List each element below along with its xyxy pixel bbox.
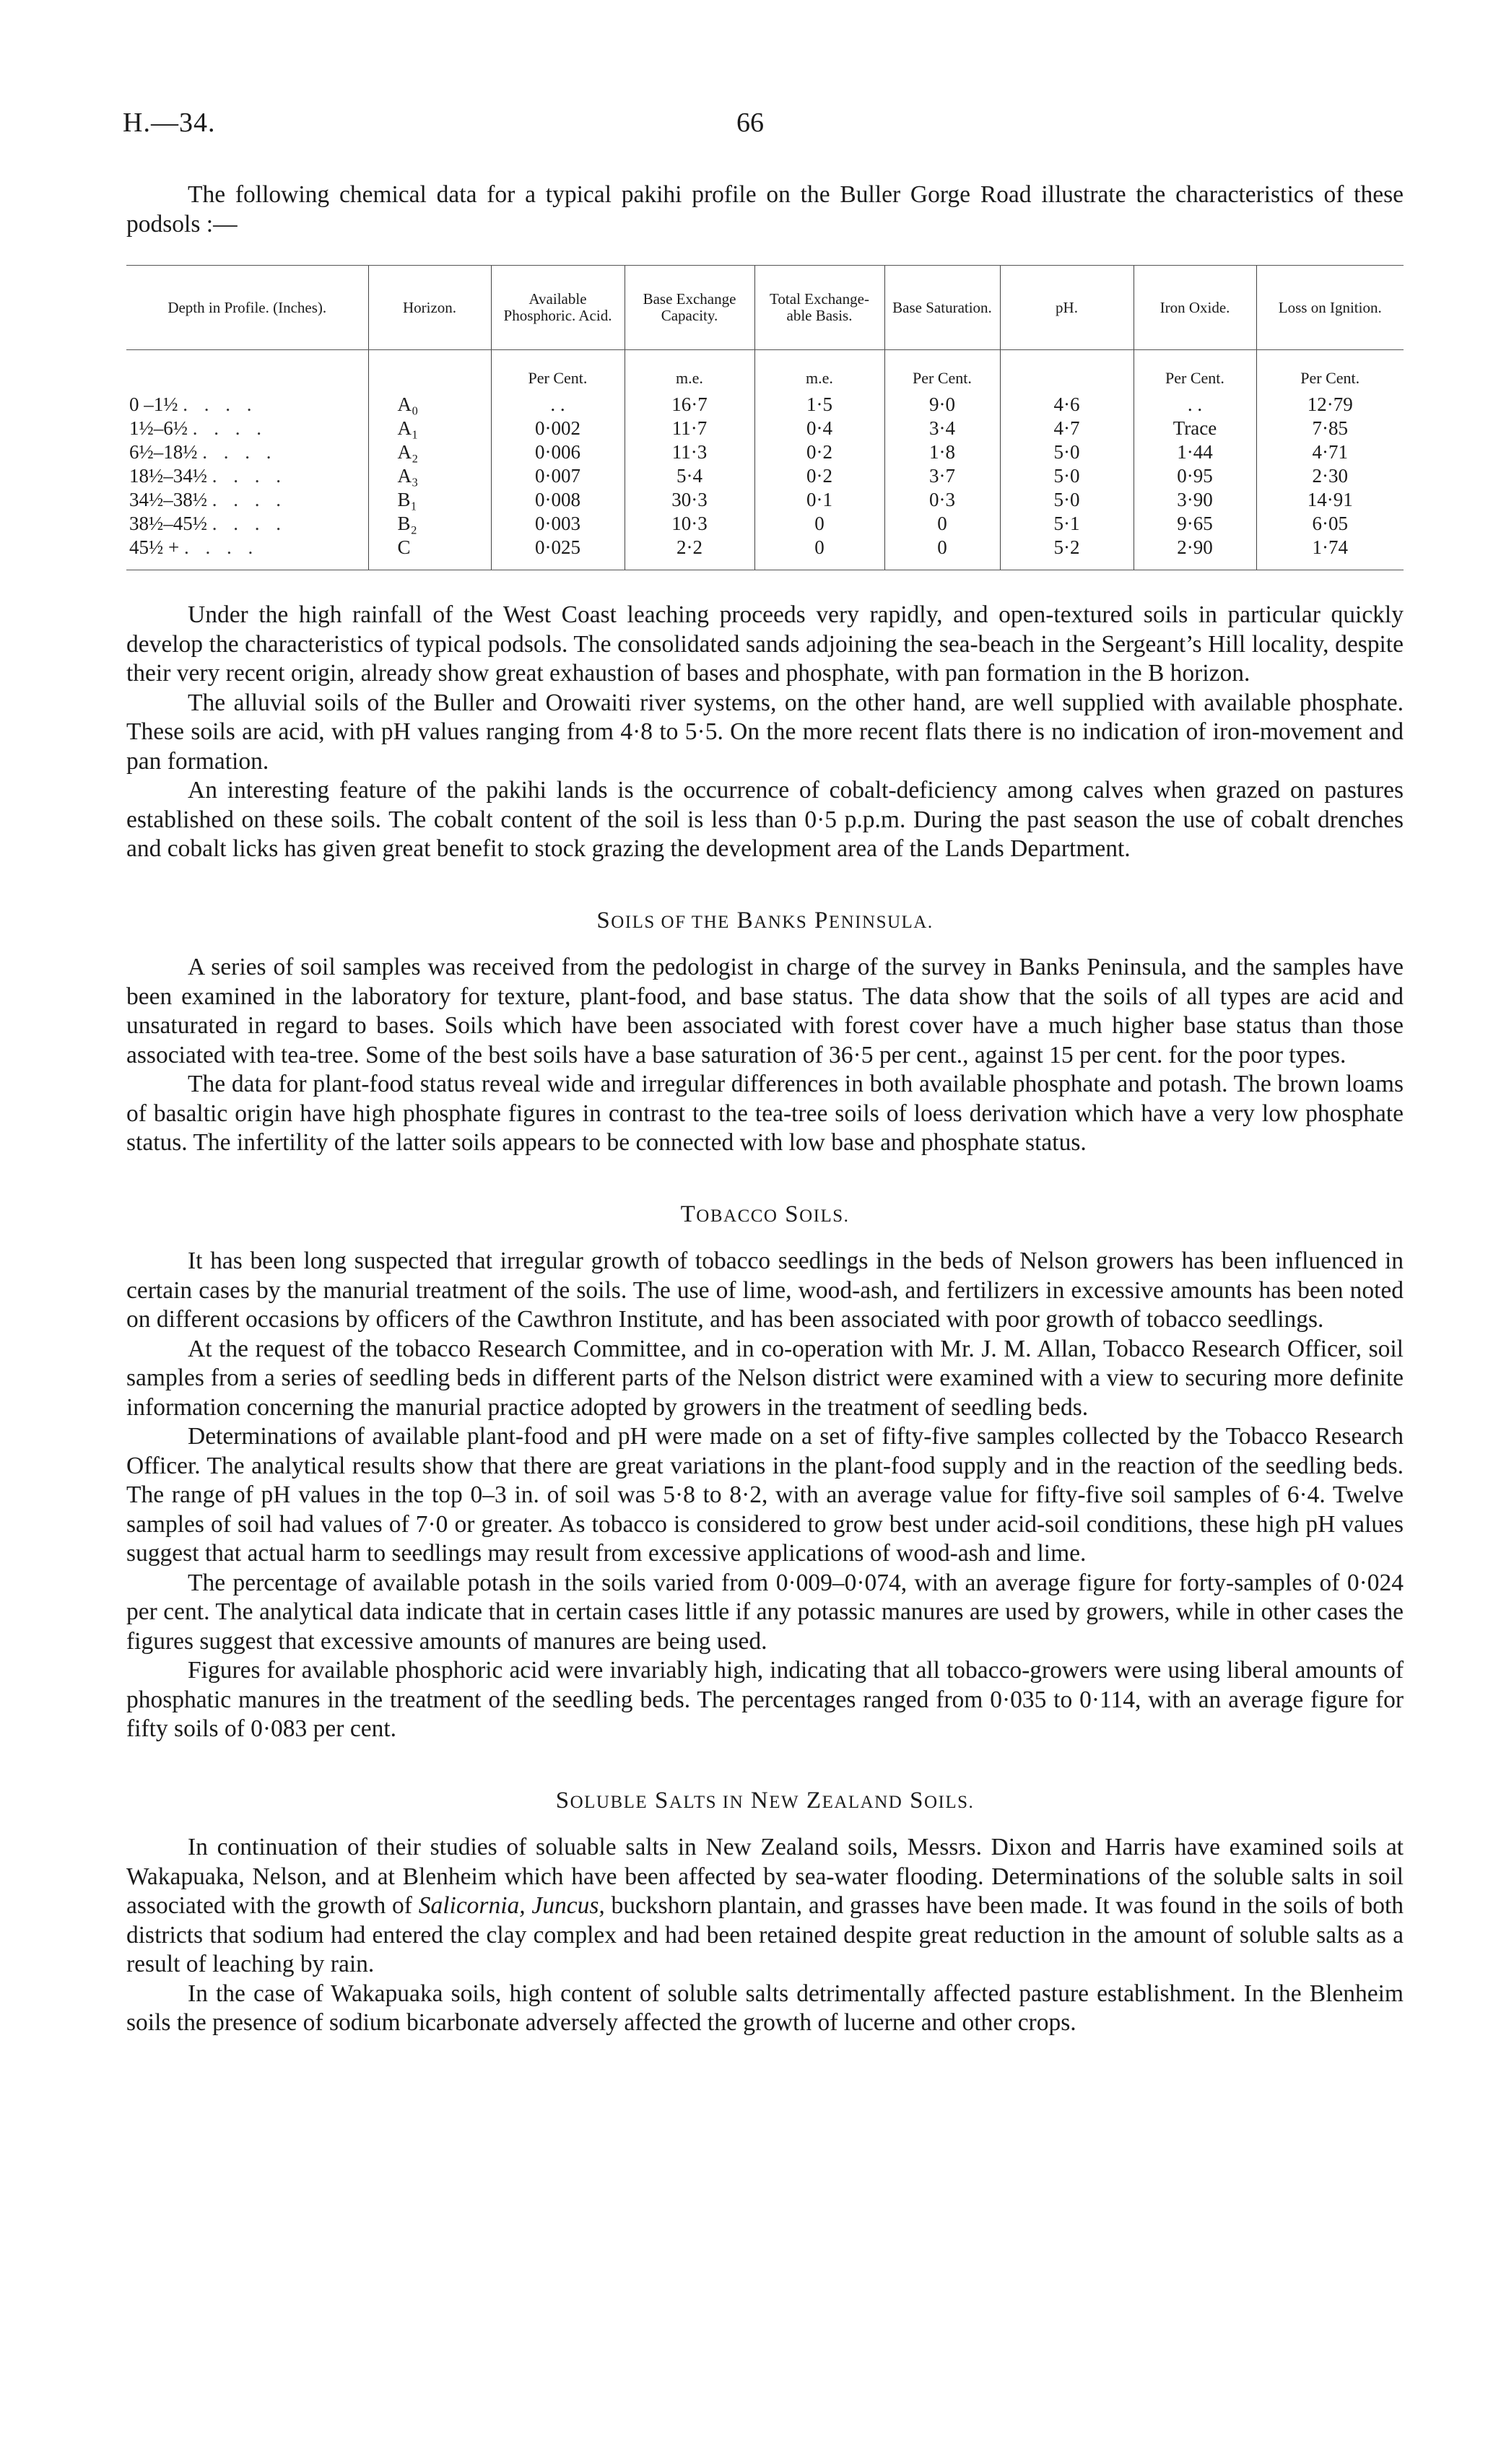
depth-cell: 34½–38½ [129,489,207,510]
depth-cell: 0 –1½ [129,393,178,415]
loss-cell: 6·05 [1256,512,1404,536]
tobacco-paragraph-1: It has been long suspected that irregular growth of tobacco seedlings in the beds of Nelson growers has been influenced in certain cases by the manurial treatment of the soils. The use of lime, wood-ash, and fertilizers in excessive amounts has been noted on different occasions by officers of the Cawthron Institute, and has been associated with poor growth of tobacco seedlings. [126,1248,1404,1333]
tobacco-paragraph-2: At the request of the tobacco Research Committee, and in co-operation with Mr. J. M. Allan, Tobacco Research Officer, soil samples from a series of seedling beds in different parts of the Nelson district were examined with a view to securing more definite information concerning the manurial practice adopted by growers in the treatment of seedling beds. [126,1335,1404,1421]
bsat-cell: 9·0 [884,393,1000,417]
table-row [126,512,1404,536]
loss-cell: 1·74 [1256,536,1404,570]
west-coast-paragraph-1: Under the high rainfall of the West Coast leaching proceeds very rapidly, and open-textured soils in particular quickly develop the characteristics of typical podsols. The consolidated sands adjoining the sea-beach in the Sergeant’s Hill locality, despite their very recent origin, already show great exhaustion of bases and phosphate, with pan formation in the B horizon. [126,601,1404,687]
iron-cell: 2·90 [1134,536,1256,570]
table-row [126,464,1404,488]
unit-teb: m.e. [754,350,884,393]
ph-cell: 5·1 [1000,512,1134,536]
soluble-paragraph-2: In the case of Wakapuaka soils, high content of soluble salts detrimentally affected pasture establishment. In the Blenheim soils the presence of sodium bicarbonate adversely affected the growth of lucerne and other crops. [126,1980,1404,2036]
loss-cell: 4·71 [1256,440,1404,464]
teb-cell: 1·5 [754,393,884,417]
bsat-cell: 3·7 [884,464,1000,488]
intro-paragraph: The following chemical data for a typical pakihi profile on the Buller Gorge Road illustrate the characteristics of these podsols :— [126,181,1404,238]
teb-cell: 0·2 [754,440,884,464]
unit-loss: Per Cent. [1256,350,1404,393]
genus-names: Salicornia, Juncus, [418,1892,605,1919]
tobacco-paragraph-4: The percentage of available potash in the soils varied from 0·009–0·074, with an average figure for forty-samples of 0·024 per cent. The analytical data indicate that in certain cases little if any potassic manures are used by growers, while in other cases the figures suggest that excessive amounts of manures are being used. [126,1569,1404,1655]
table-row [126,440,1404,464]
leader-dots: . . . . [183,393,258,415]
unit-bec: m.e. [625,350,754,393]
horizon-cell: C [368,536,491,570]
phosphoric-cell: . . [491,393,625,417]
teb-cell: 0·2 [754,464,884,488]
tobacco-paragraph-5: Figures for available phosphoric acid were invariably high, indicating that all tobacco-growers were using liberal amounts of phosphatic manures in the treatment of the seedling beds. The percentages ranged from 0·035 to 0·114, with an average figure for fifty soils of 0·083 per cent. [126,1657,1404,1742]
iron-cell: 3·90 [1134,488,1256,512]
bec-cell: 30·3 [625,488,754,512]
bsat-cell: 0·3 [884,488,1000,512]
leader-dots: . . . . [183,536,259,558]
ph-cell: 4·7 [1000,417,1134,440]
depth-cell: 18½–34½ [129,465,207,487]
bec-cell: 16·7 [625,393,754,417]
col-header-teb: Total Exchange- able Basis. [754,266,884,350]
banks-paragraph-1: A series of soil samples was received from the pedologist in charge of the survey in Banks Peninsula, and the samples have been examined in the laboratory for texture, plant-food, and base status. The data show that the soils of all types are acid and unsaturated in regard to bases. Soils which have been associated with forest cover have a much higher base status than those associated with tea-tree. Some of the best soils have a base saturation of 36·5 per cent., against 15 per cent. for the poor types. [126,954,1404,1068]
depth-cell: 1½–6½ [129,417,188,439]
teb-cell: 0 [754,536,884,570]
phosphoric-cell: 0·002 [491,417,625,440]
heading-tobacco-soils: TOBACCO SOILS. [680,1201,850,1227]
col-header-bsat: Base Saturation. [884,266,1000,350]
col-header-horizon: Horizon. [368,266,491,350]
banks-paragraph-2: The data for plant-food status reveal wide and irregular differences in both available phosphate and potash. The brown loams of basaltic origin have high phosphate figures in contrast to the tea-tree soils of loess derivation which have a very low phosphate status. The infertility of the latter soils appears to be connected with low base and phosphate status. [126,1071,1404,1156]
phosphoric-cell: 0·007 [491,464,625,488]
horizon-cell: A₀ [368,393,491,417]
loss-cell: 14·91 [1256,488,1404,512]
horizon-cell: A₃ [368,464,491,488]
col-header-iron: Iron Oxide. [1134,266,1256,350]
depth-cell: 38½–45½ [129,513,207,534]
col-header-phosphoric: Available Phosphoric. Acid. [491,266,625,350]
tobacco-paragraph-3: Determinations of available plant-food and pH were made on a set of fifty-five samples collected by the Tobacco Research Officer. The analytical results show that there are great variations in the plant-food supply and in the reaction of the seedling beds. The range of pH values in the top 0–3 in. of soil was 5·8 to 8·2, with an average value for fifty-five soil samples of 6·4. Twelve samples of soil had values of 7·0 or greater. As tobacco is considered to grow best under acid-soil conditions, these high pH values suggest that actual harm to seedlings may result from excessive applications of wood-ash and lime. [126,1423,1404,1567]
col-header-depth: Depth in Profile. (Inches). [126,266,368,350]
ph-cell: 5·0 [1000,440,1134,464]
col-header-loss: Loss on Ignition. [1256,266,1404,350]
bsat-cell: 0 [884,512,1000,536]
leader-dots: . . . . [212,465,287,487]
depth-cell: 45½ + [129,536,180,558]
table-row [126,488,1404,512]
loss-cell: 2·30 [1256,464,1404,488]
ph-cell: 5·0 [1000,488,1134,512]
iron-cell: 0·95 [1134,464,1256,488]
leader-dots: . . . . [212,513,287,534]
unit-bsat: Per Cent. [884,350,1000,393]
loss-cell: 12·79 [1256,393,1404,417]
soluble-paragraph-1: In continuation of their studies of soluable salts in New Zealand soils, Messrs. Dixon and Harris have examined soils at Wakapuaka, Nelson, and at Blenheim which have been affected by sea-water flooding. Determinations of the soluble salts in soil associated with the growth of Salicornia, Juncus, buckshorn plantain, and grasses have been made. It was found in the soils of both districts that sodium had entered the clay complex and had been retained despite great reduction in the amount of soluble salts as a result of leaching by rain. [126,1834,1404,1977]
iron-cell: . . [1134,393,1256,417]
teb-cell: 0 [754,512,884,536]
horizon-cell: B₁ [368,488,491,512]
soil-profile-table [126,265,1404,570]
bec-cell: 11·7 [625,417,754,440]
soil-profile-table-wrapper [126,265,1404,570]
ph-cell: 4·6 [1000,393,1134,417]
west-coast-paragraph-3: An interesting feature of the pakihi lands is the occurrence of cobalt-deficiency among calves when grazed on pastures established on these soils. The cobalt content of the soil is less than 0·5 p.p.m. During the past season the use of cobalt drenches and cobalt licks has given great benefit to stock grazing the development area of the Lands Department. [126,777,1404,862]
table-row [126,393,1404,417]
table-header-row [126,266,1404,350]
table-row [126,536,1404,570]
horizon-cell: A₂ [368,440,491,464]
unit-phosphoric: Per Cent. [491,350,625,393]
bec-cell: 2·2 [625,536,754,570]
loss-cell: 7·85 [1256,417,1404,440]
phosphoric-cell: 0·003 [491,512,625,536]
report-reference: H.—34. [123,108,216,138]
iron-cell: 1·44 [1134,440,1256,464]
units-row [126,350,1404,393]
table-row [126,417,1404,440]
teb-cell: 0·1 [754,488,884,512]
iron-cell: 9·65 [1134,512,1256,536]
bec-cell: 10·3 [625,512,754,536]
leader-dots: . . . . [202,441,277,463]
depth-cell: 6½–18½ [129,441,198,463]
bec-cell: 11·3 [625,440,754,464]
bsat-cell: 0 [884,536,1000,570]
teb-cell: 0·4 [754,417,884,440]
col-header-ph: pH. [1000,266,1134,350]
west-coast-paragraph-2: The alluvial soils of the Buller and Orowaiti river systems, on the other hand, are well supplied with available phosphate. These soils are acid, with pH values ranging from 4·8 to 5·5. On the more recent flats there is no indication of iron-movement and pan formation. [126,689,1404,775]
heading-soluble-salts: SOLUBLE SALTS IN NEW ZEALAND SOILS. [555,1787,975,1814]
ph-cell: 5·2 [1000,536,1134,570]
unit-iron: Per Cent. [1134,350,1256,393]
phosphoric-cell: 0·008 [491,488,625,512]
col-header-bec: Base Exchange Capacity. [625,266,754,350]
horizon-cell: A₁ [368,417,491,440]
page-number: 66 [736,108,764,138]
page-header [123,108,1404,152]
heading-banks-peninsula: SOILS OF THE BANKS PENINSULA. [596,907,934,933]
phosphoric-cell: 0·006 [491,440,625,464]
ph-cell: 5·0 [1000,464,1134,488]
phosphoric-cell: 0·025 [491,536,625,570]
bsat-cell: 3·4 [884,417,1000,440]
iron-cell: Trace [1134,417,1256,440]
leader-dots: . . . . [192,417,267,439]
leader-dots: . . . . [212,489,287,510]
horizon-cell: B₂ [368,512,491,536]
bsat-cell: 1·8 [884,440,1000,464]
bec-cell: 5·4 [625,464,754,488]
